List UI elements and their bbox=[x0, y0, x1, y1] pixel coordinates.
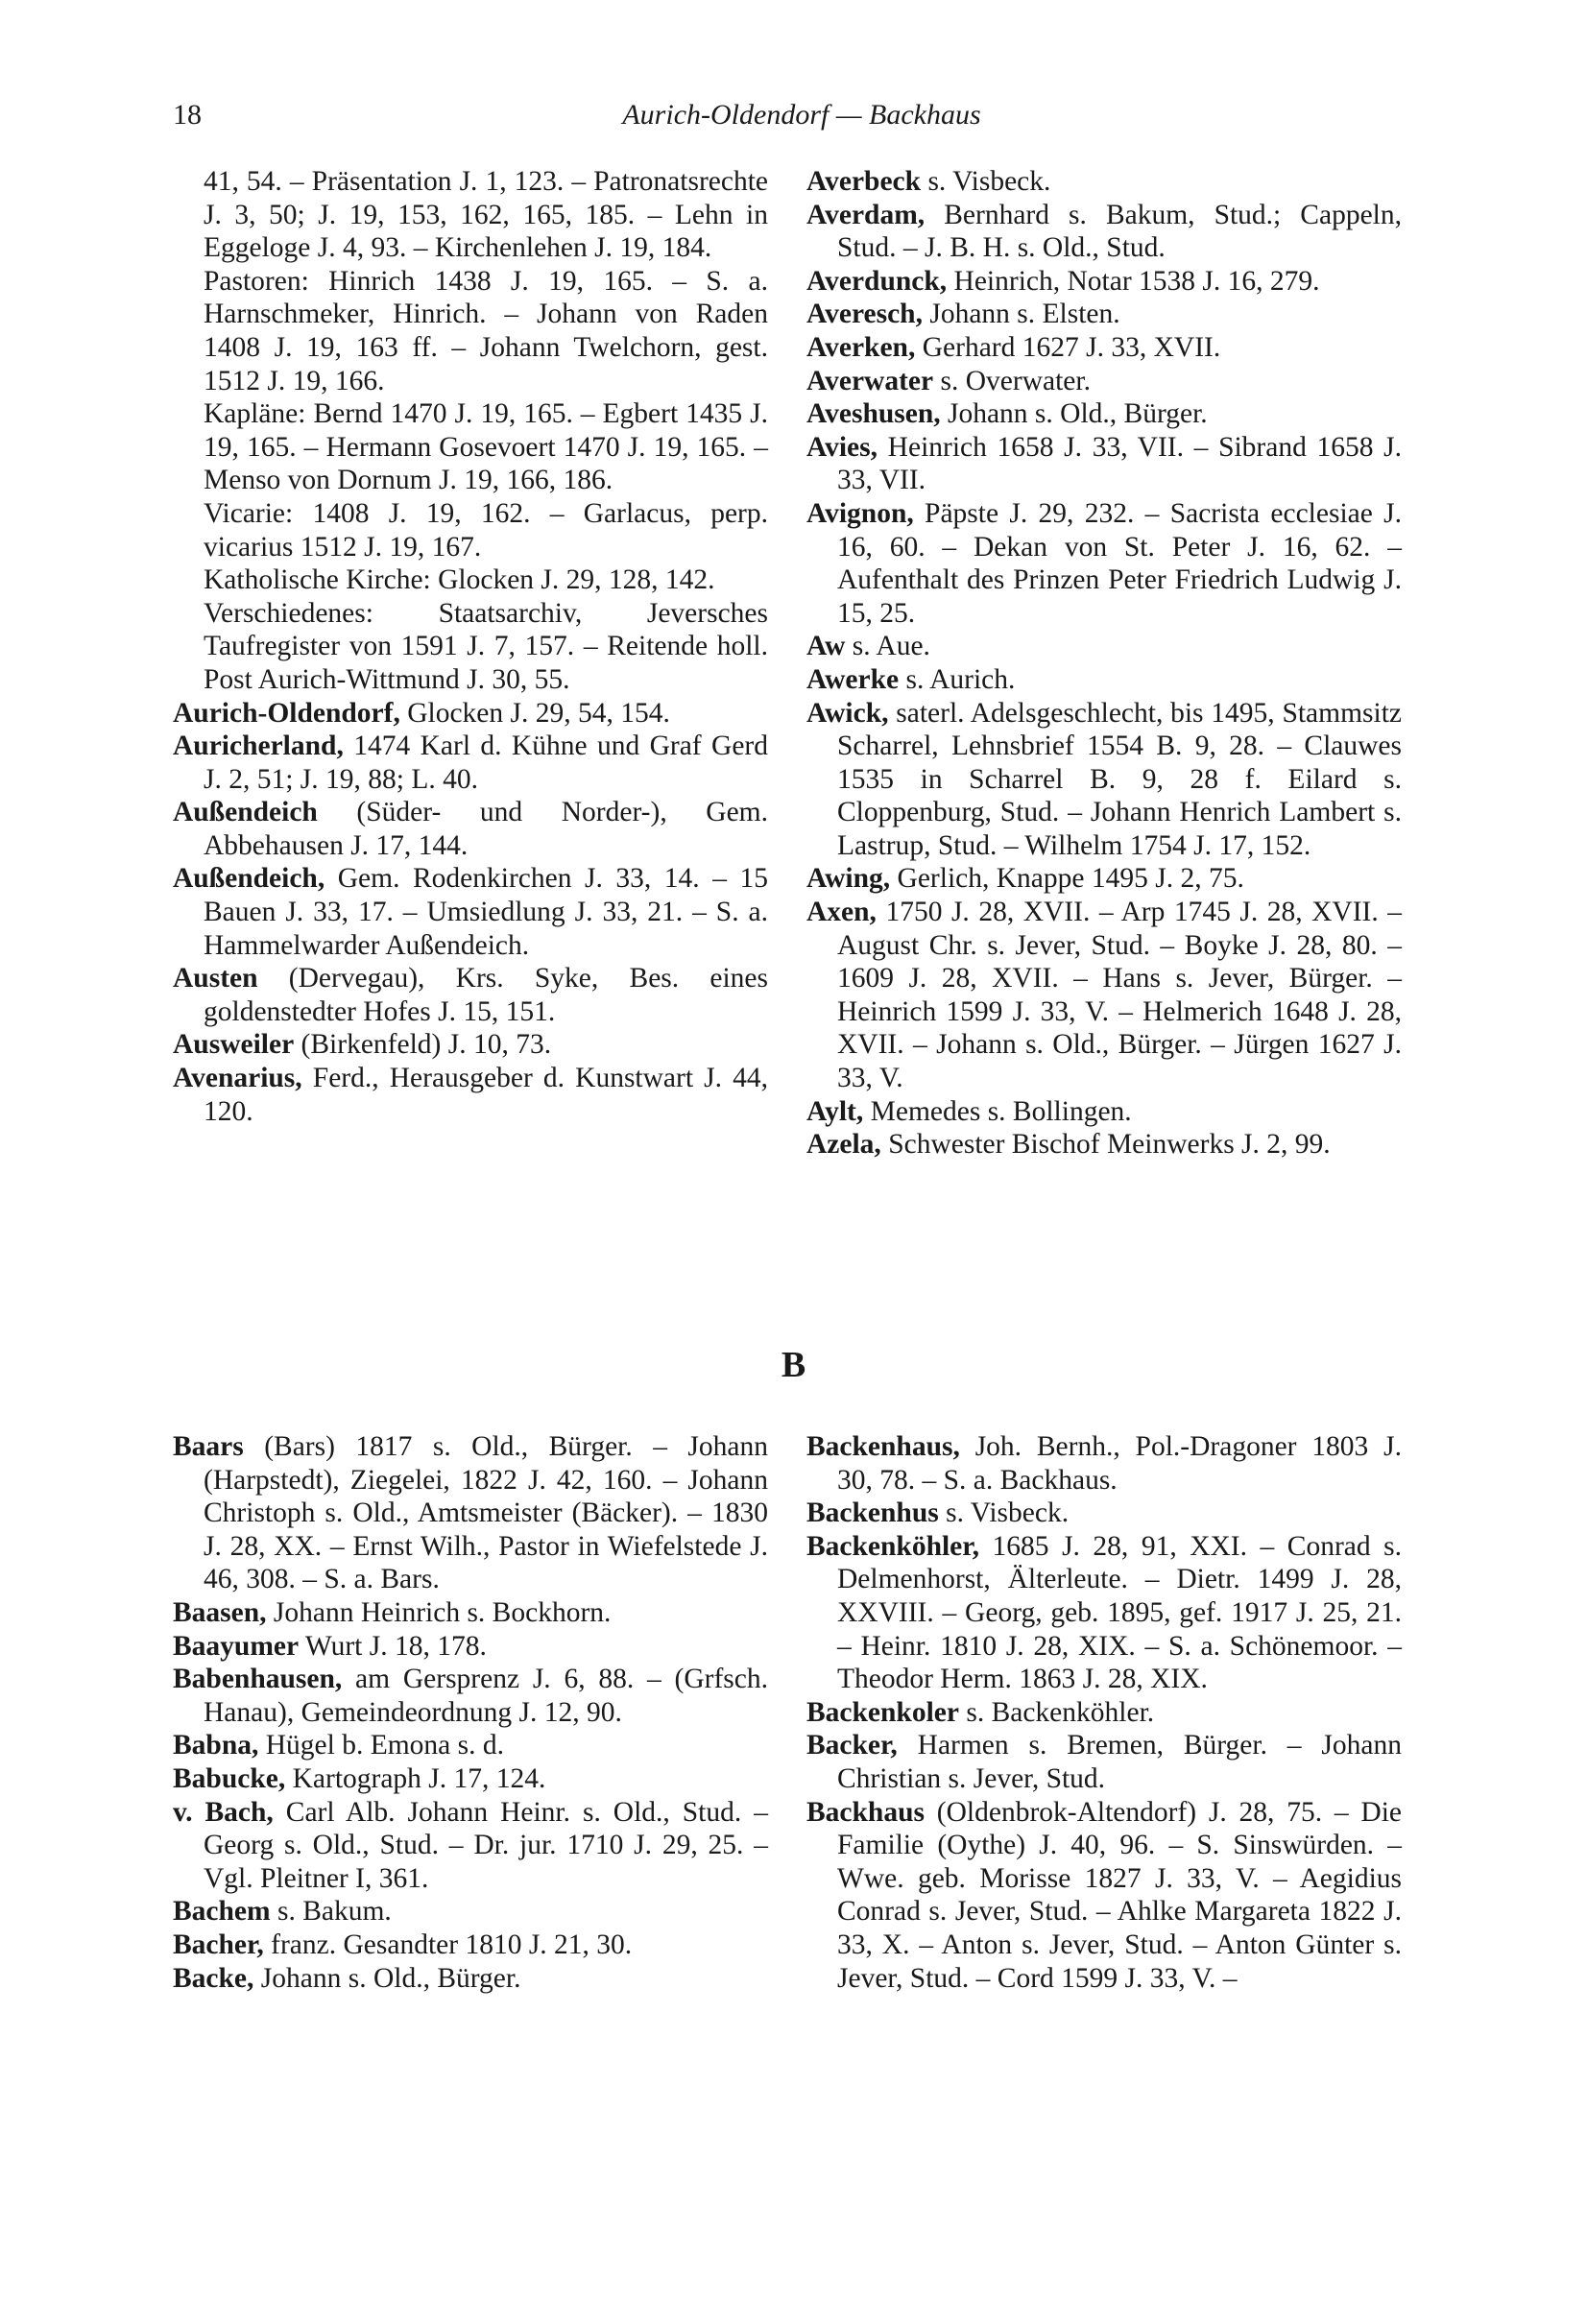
index-entry bbox=[806, 365, 1402, 398]
entry-text: Pastoren: Hinrich 1438 J. 19, 165. – S. a. Harnschmeker, Hinrich. – Johann von Raden 1408 J. 19, 163 ff. – Johann Twelchorn, gest. 1512 J. 19, 166. bbox=[204, 265, 768, 396]
index-entry bbox=[173, 730, 768, 796]
entry-text: Bernhard s. Bakum, Stud.; Cappeln, Stud. – J. B. H. s. Old., Stud. bbox=[837, 199, 1402, 264]
entry-text: Katholische Kirche: Glocken J. 29, 128, 142. bbox=[204, 564, 715, 596]
entry-text: Päpste J. 29, 232. – Sacrista ecclesiae J. 16, 60. – Dekan von St. Peter J. 16, 62. – Aufenthalt des Prinzen Peter Friedrich Ludwig J. 15, 25. bbox=[837, 497, 1402, 629]
index-entry bbox=[806, 663, 1402, 697]
entry-text: (Süder- und Norder-), Gem. Abbehausen J. 17, 144. bbox=[204, 797, 768, 861]
index-entry bbox=[806, 630, 1402, 663]
index-column-4 bbox=[806, 1430, 1402, 1995]
index-entry bbox=[173, 697, 768, 731]
entry-headword: Bacher, bbox=[173, 1929, 264, 1960]
entry-headword: Aurich-Oldendorf, bbox=[173, 697, 400, 729]
entry-text: (Bars) 1817 s. Old., Bürger. – Johann (Harpstedt), Ziegelei, 1822 J. 42, 160. – Johann Christoph s. Old., Amtsmeister (Bäcker). – 1830 J. 28, XX. – Ernst Wilh., Pastor in Wiefelstede J. 46, 308. – S. a. Bars. bbox=[204, 1431, 768, 1595]
entry-text: s. Aurich. bbox=[899, 663, 1016, 695]
index-entry bbox=[173, 1895, 768, 1929]
section-letter: B bbox=[781, 1345, 806, 1385]
index-subparagraph bbox=[173, 563, 768, 597]
entry-headword: Aveshusen, bbox=[806, 398, 941, 430]
entry-text: Verschiedenes: Staatsarchiv, Jeversches Taufregister von 1591 J. 7, 157. – Reitende holl. Post Aurich-Wittmund J. 30, 55. bbox=[204, 597, 768, 695]
entry-text: am Gersprenz J. 6, 88. – (Grfsch. Hanau), Gemeindeordnung J. 12, 90. bbox=[204, 1664, 768, 1728]
entry-headword: Baayumer bbox=[173, 1630, 300, 1662]
entry-text: 1750 J. 28, XVII. – Arp 1745 J. 28, XVII. – August Chr. s. Jever, Stud. – Boyke J. 28, 80. – 1609 J. 28, XVII. – Hans s. Jever, Bürger. – Heinrich 1599 J. 33, V. – Helmerich 1648 J. 28, XVII. – Johann s. Old., Bürger. – Jürgen 1627 J. 33, V. bbox=[837, 897, 1402, 1094]
index-entry bbox=[806, 1430, 1402, 1497]
entry-headword: Averdunck, bbox=[806, 265, 948, 297]
entry-headword: Backenhus bbox=[806, 1497, 939, 1529]
entry-text: s. Bakum. bbox=[270, 1896, 392, 1928]
index-entry bbox=[173, 1929, 768, 1962]
entry-text: 1685 J. 28, 91, XXI. – Conrad s. Delmenhorst, Älterleute. – Dietr. 1499 J. 28, XXVIII. – Georg, geb. 1895, gef. 1917 J. 25, 21. – Heinr. 1810 J. 28, XIX. – S. a. Schönemoor. – Theodor Herm. 1863 J. 28, XIX. bbox=[837, 1530, 1402, 1695]
entry-text: Carl Alb. Johann Heinr. s. Old., Stud. – Georg s. Old., Stud. – Dr. jur. 1710 J. 29, 25. – Vgl. Pleitner I, 361. bbox=[204, 1796, 768, 1894]
index-entry bbox=[173, 962, 768, 1028]
entry-text: Heinrich, Notar 1538 J. 16, 279. bbox=[947, 265, 1320, 297]
entry-text: Memedes s. Bollingen. bbox=[863, 1095, 1132, 1127]
entry-headword: Aylt, bbox=[806, 1095, 864, 1127]
entry-text: (Oldenbrok-Altendorf) J. 28, 75. – Die Familie (Oythe) J. 40, 96. – S. Sinswürden. – Wwe. geb. Morisse 1827 J. 33, V. – Aegidius Conrad s. Jever, Stud. – Ahlke Margareta 1822 J. 33, X. – Anton s. Jever, Stud. – Anton Günter s. Jever, Stud. – Cord 1599 J. 33, V. – bbox=[837, 1796, 1402, 1994]
entry-text: Glocken J. 29, 54, 154. bbox=[399, 697, 670, 729]
entry-headword: Avignon, bbox=[806, 497, 914, 529]
entry-text: Johann s. Old., Bürger. bbox=[940, 398, 1208, 430]
index-entry bbox=[173, 1596, 768, 1630]
page-number: 18 bbox=[173, 99, 202, 131]
entry-text: Vicarie: 1408 J. 19, 162. – Garlacus, perp. vicarius 1512 J. 19, 167. bbox=[204, 497, 768, 563]
index-entry bbox=[806, 1497, 1402, 1530]
index-entry bbox=[173, 1962, 768, 1996]
entry-headword: Backer, bbox=[806, 1730, 898, 1761]
entry-headword: Awick, bbox=[806, 697, 889, 729]
entry-text: Kapläne: Bernd 1470 J. 19, 165. – Egbert 1435 J. 19, 165. – Hermann Gosevoert 1470 J. 19, 165. – Menso von Dornum J. 19, 166, 186. bbox=[204, 398, 768, 496]
entry-headword: Aw bbox=[806, 631, 846, 662]
index-subparagraph bbox=[173, 165, 768, 265]
entry-headword: Bachem bbox=[173, 1896, 271, 1928]
entry-headword: Baasen, bbox=[173, 1596, 267, 1628]
entry-headword: Awerke bbox=[806, 663, 900, 695]
entry-headword: Backenkoler bbox=[806, 1696, 959, 1728]
page-header bbox=[173, 96, 1431, 134]
entry-headword: Awing, bbox=[806, 863, 891, 895]
index-entry bbox=[173, 1663, 768, 1729]
entry-headword: Babenhausen, bbox=[173, 1664, 343, 1695]
index-entry bbox=[806, 1696, 1402, 1730]
entry-headword: Averdam, bbox=[806, 199, 926, 230]
index-entry bbox=[806, 298, 1402, 331]
index-entry bbox=[173, 1762, 768, 1796]
index-entry bbox=[806, 431, 1402, 497]
entry-text: (Dervegau), Krs. Syke, Bes. eines goldenstedter Hofes J. 15, 151. bbox=[204, 963, 768, 1027]
entry-text: 41, 54. – Präsentation J. 1, 123. – Patronatsrechte J. 3, 50; J. 19, 153, 162, 165, 185. – Lehn in Eggeloge J. 4, 93. – Kirchenlehen J. 19, 184. bbox=[204, 166, 768, 264]
index-entry bbox=[173, 1430, 768, 1596]
index-entry bbox=[173, 1028, 768, 1062]
entry-text: Johann s. Elsten. bbox=[922, 299, 1120, 330]
index-subparagraph bbox=[173, 497, 768, 563]
entry-text: Hügel b. Emona s. d. bbox=[258, 1730, 505, 1761]
entry-headword: Außendeich bbox=[173, 797, 318, 828]
entry-headword: Baars bbox=[173, 1431, 244, 1462]
entry-headword: Axen, bbox=[806, 897, 877, 928]
index-subparagraph bbox=[173, 397, 768, 497]
index-entry bbox=[806, 1796, 1402, 1996]
index-entry bbox=[806, 1729, 1402, 1795]
entry-headword: Avies, bbox=[806, 431, 878, 463]
index-entry bbox=[806, 165, 1402, 199]
entry-text: (Birkenfeld) J. 10, 73. bbox=[294, 1029, 552, 1061]
entry-text: s. Overwater. bbox=[933, 365, 1091, 396]
running-title: Aurich-Oldendorf — Backhaus bbox=[622, 99, 981, 131]
entry-headword: Babucke, bbox=[173, 1762, 286, 1794]
entry-headword: Avenarius, bbox=[173, 1063, 302, 1094]
index-entry bbox=[806, 265, 1402, 299]
entry-text: Heinrich 1658 J. 33, VII. – Sibrand 1658 J. 33, VII. bbox=[837, 431, 1402, 496]
entry-headword: Babna, bbox=[173, 1730, 259, 1761]
entry-headword: Austen bbox=[173, 963, 258, 994]
index-entry bbox=[806, 331, 1402, 365]
index-subparagraph bbox=[173, 265, 768, 397]
entry-headword: Backenköhler, bbox=[806, 1530, 980, 1562]
index-column-1 bbox=[173, 165, 768, 1128]
entry-headword: Backe, bbox=[173, 1962, 254, 1994]
index-entry bbox=[173, 1729, 768, 1762]
index-entry bbox=[806, 896, 1402, 1095]
entry-headword: Averesch, bbox=[806, 299, 923, 330]
entry-text: s. Aue. bbox=[845, 631, 930, 662]
entry-headword: Azela, bbox=[806, 1129, 881, 1161]
index-entry bbox=[173, 1062, 768, 1128]
index-entry bbox=[173, 1796, 768, 1896]
index-entry bbox=[173, 1630, 768, 1664]
entry-text: s. Visbeck. bbox=[921, 166, 1051, 197]
entry-headword: Averwater bbox=[806, 365, 934, 396]
entry-text: Gem. Rodenkirchen J. 33, 14. – 15 Bauen J. 33, 17. – Umsiedlung J. 33, 21. – S. a. Hammelwarder Außendeich. bbox=[204, 863, 768, 961]
index-entry bbox=[806, 497, 1402, 630]
index-subparagraph bbox=[173, 597, 768, 697]
entry-headword: Backhaus bbox=[806, 1796, 925, 1828]
entry-text: Gerhard 1627 J. 33, XVII. bbox=[915, 331, 1221, 363]
index-column-2 bbox=[806, 165, 1402, 1162]
index-entry bbox=[173, 862, 768, 962]
entry-text: Johann Heinrich s. Bockhorn. bbox=[266, 1596, 612, 1628]
entry-headword: Außendeich, bbox=[173, 863, 325, 895]
entry-text: s. Visbeck. bbox=[938, 1497, 1070, 1529]
index-entry bbox=[173, 796, 768, 862]
entry-text: Gerlich, Knappe 1495 J. 2, 75. bbox=[890, 863, 1244, 895]
entry-headword: Averken, bbox=[806, 331, 916, 363]
entry-text: Schwester Bischof Meinwerks J. 2, 99. bbox=[880, 1129, 1331, 1161]
entry-text: Kartograph J. 17, 124. bbox=[285, 1762, 546, 1794]
entry-text: Johann s. Old., Bürger. bbox=[253, 1962, 521, 1994]
index-column-3 bbox=[173, 1430, 768, 1995]
index-entry bbox=[806, 1095, 1402, 1129]
entry-text: Harmen s. Bremen, Bürger. – Johann Christian s. Jever, Stud. bbox=[837, 1730, 1402, 1794]
entry-text: s. Backenköhler. bbox=[958, 1696, 1155, 1728]
index-entry bbox=[806, 697, 1402, 863]
entry-text: franz. Gesandter 1810 J. 21, 30. bbox=[263, 1929, 633, 1960]
entry-text: Wurt J. 18, 178. bbox=[299, 1630, 487, 1662]
index-entry bbox=[806, 397, 1402, 431]
entry-text: Joh. Bernh., Pol.-Dragoner 1803 J. 30, 78. – S. a. Backhaus. bbox=[837, 1431, 1402, 1496]
index-entry bbox=[806, 199, 1402, 265]
entry-text: saterl. Adelsgeschlecht, bis 1495, Stammsitz Scharrel, Lehnsbrief 1554 B. 9, 28. – Clauwes 1535 in Scharrel B. 9, 28 f. Eilard s. Cloppenburg, Stud. – Johann Henrich Lambert s. Lastrup, Stud. – Wilhelm 1754 J. 17, 152. bbox=[837, 697, 1402, 861]
index-entry bbox=[806, 862, 1402, 896]
entry-headword: Averbeck bbox=[806, 166, 922, 197]
index-entry bbox=[806, 1128, 1402, 1162]
entry-text: 1474 Karl d. Kühne und Graf Gerd J. 2, 51; J. 19, 88; L. 40. bbox=[204, 731, 768, 795]
index-entry bbox=[806, 1530, 1402, 1696]
entry-headword: Backenhaus, bbox=[806, 1431, 960, 1462]
entry-text: Ferd., Herausgeber d. Kunstwart J. 44, 120. bbox=[204, 1063, 768, 1127]
entry-headword: Auricherland, bbox=[173, 731, 344, 762]
entry-headword: v. Bach, bbox=[173, 1796, 274, 1828]
entry-headword: Ausweiler bbox=[173, 1029, 295, 1061]
